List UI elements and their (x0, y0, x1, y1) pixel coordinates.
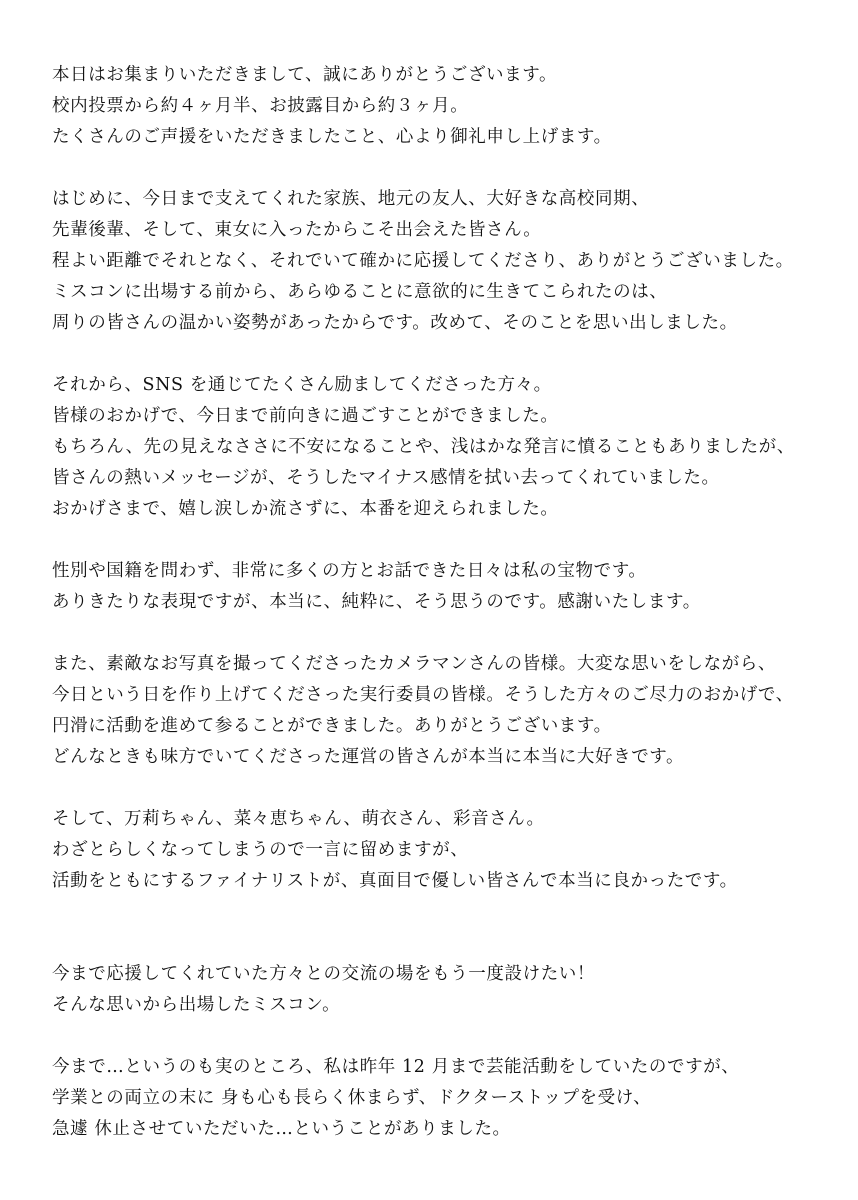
text-line: ミスコンに出場する前から、あらゆることに意欲的に生きてこられたのは、 (52, 282, 668, 302)
text-line: 今まで応援してくれていた方々との交流の場をもう一度設けたい！ (52, 964, 595, 984)
text-line: 本日はお集まりいただきまして、誠にありがとうございます。 (52, 65, 558, 85)
paragraph-3 (52, 370, 842, 525)
text-line: わざとらしくなってしまうので一言に留めますが、 (52, 840, 469, 860)
text-line: 急遽 休止させていただいた…ということがありました。 (52, 1119, 511, 1139)
text-line: はじめに、今日まで支えてくれた家族、地元の友人、大好きな高校同期、 (52, 189, 650, 209)
paragraph-2 (52, 184, 842, 339)
document-body (52, 60, 842, 1145)
text-line: ありきたりな表現ですが、本当に、純粋に、そう思うのです。感謝いたします。 (52, 592, 701, 612)
text-line: 性別や国籍を問わず、非常に多くの方とお話できた日々は私の宝物です。 (52, 561, 647, 581)
paragraph-gap (52, 1021, 842, 1052)
text-line: 校内投票から約４ヶ月半、お披露目から約３ヶ月。 (52, 96, 469, 116)
text-line: 学業との両立の末に 身も心も長らく休まらず、ドクターストップを受け、 (52, 1088, 652, 1108)
text-line: 先輩後輩、そして、東女に入ったからこそ出会えた皆さん。 (52, 220, 542, 240)
text-line: たくさんのご声援をいただきましたこと、心より御礼申し上げます。 (52, 127, 612, 147)
text-line: おかげさまで、嬉し涙しか流さずに、本番を迎えられました。 (52, 499, 559, 519)
text-line: そして、万莉ちゃん、菜々恵ちゃん、萌衣さん、彩音さん。 (52, 809, 545, 829)
text-line: そんな思いから出場したミスコン。 (52, 995, 341, 1015)
text-line: もちろん、先の見えなささに不安になることや、浅はかな発言に憤ることもありましたが、 (52, 437, 795, 457)
text-line: 今日という日を作り上げてくださった実行委員の皆様。そうした方々のご尽力のおかげで、 (52, 685, 794, 705)
paragraph-gap (52, 339, 842, 370)
text-line: 皆様のおかげで、今日まで前向きに過ごすことができました。 (52, 406, 559, 426)
paragraph-6 (52, 804, 842, 897)
text-line: また、素敵なお写真を撮ってくださったカメラマンさんの皆様。大変な思いをしながら、 (52, 654, 776, 674)
text-line: 程よい距離でそれとなく、それでいて確かに応援してくださり、ありがとうございました。 (52, 251, 794, 271)
paragraph-gap (52, 525, 842, 556)
paragraph-7 (52, 959, 842, 1021)
paragraph-gap (52, 153, 842, 184)
paragraph-1 (52, 60, 842, 153)
text-line: どんなときも味方でいてくださった運営の皆さんが本当に本当に大好きです。 (52, 747, 685, 767)
paragraph-gap (52, 773, 842, 804)
text-line: 円滑に活動を進めて参ることができました。ありがとうございます。 (52, 716, 612, 736)
text-line: 皆さんの熱いメッセージが、そうしたマイナス感情を拭い去ってくれていました。 (52, 468, 720, 488)
text-line: それから、SNS を通じてたくさん励ましてくださった方々。 (52, 375, 552, 395)
section-gap (52, 897, 842, 959)
text-line: 活動をともにするファイナリストが、真面目で優しい皆さんで本当に良かったです。 (52, 871, 738, 891)
paragraph-4 (52, 556, 842, 618)
paragraph-gap (52, 618, 842, 649)
paragraph-8 (52, 1052, 842, 1145)
text-line: 今まで…というのも実のところ、私は昨年 12 月まで芸能活動をしていたのですが、 (52, 1057, 740, 1077)
paragraph-5 (52, 649, 842, 773)
text-line: 周りの皆さんの温かい姿勢があったからです。改めて、そのことを思い出しました。 (52, 313, 738, 333)
